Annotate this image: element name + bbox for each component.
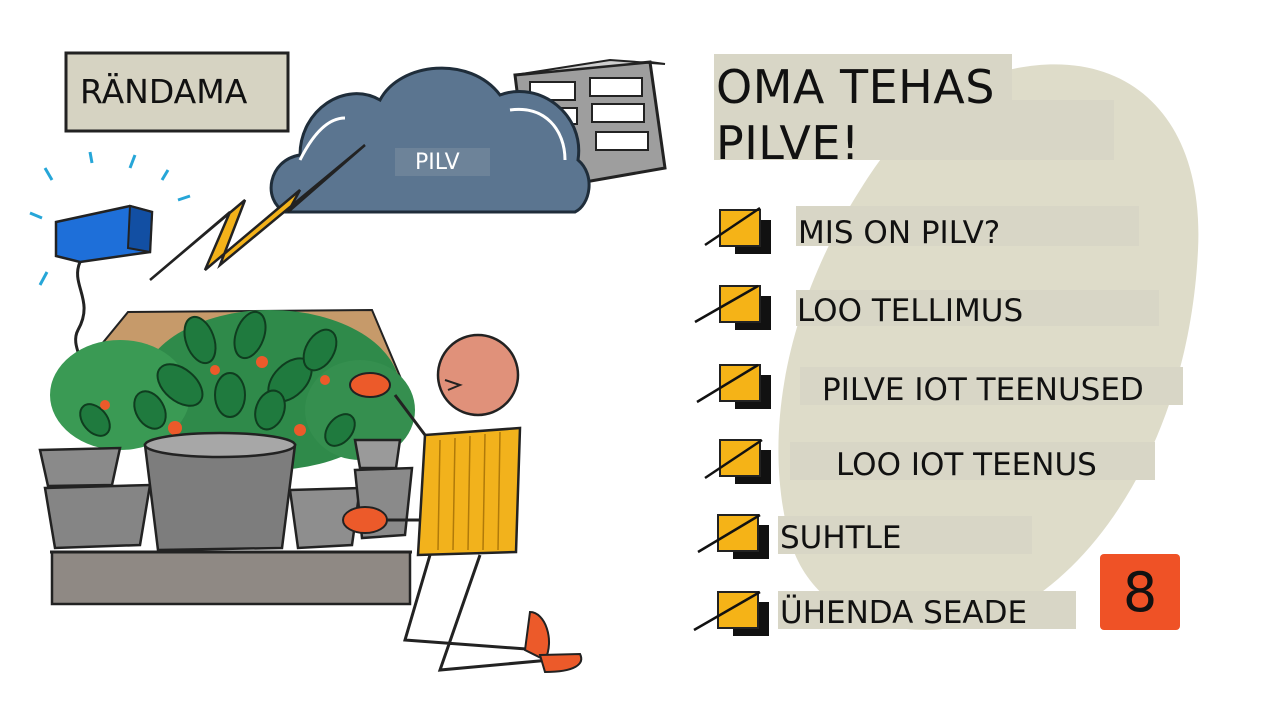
glove xyxy=(343,507,387,533)
checkbox-icon xyxy=(705,440,771,484)
cloud-label: PILV xyxy=(415,150,460,175)
glove xyxy=(350,373,390,397)
checklist-item-label: MIS ON PILV? xyxy=(798,215,1001,251)
checkbox-icon xyxy=(695,286,771,330)
checkbox-icon xyxy=(705,208,771,254)
head xyxy=(438,335,518,415)
checkbox-icon xyxy=(698,515,769,559)
page-title-line-2: PILVE! xyxy=(716,116,860,170)
checkbox-icon xyxy=(697,365,771,409)
lesson-number: 8 xyxy=(1122,560,1158,624)
checklist-item-label: ÜHENDA SEADE xyxy=(780,595,1028,631)
checklist-item-label: PILVE IOT TEENUSED xyxy=(822,372,1144,408)
checklist-item-label: SUHTLE xyxy=(780,520,902,556)
checklist-item-label: LOO IOT TEENUS xyxy=(836,447,1097,483)
shoe xyxy=(525,612,549,660)
checklist-item-label: LOO TELLIMUS xyxy=(797,293,1024,329)
sign-label: RÄNDAMA xyxy=(80,72,248,111)
checkbox-icon xyxy=(694,592,769,636)
page-title-line-1: OMA TEHAS xyxy=(716,60,995,114)
table xyxy=(50,552,412,604)
shoe xyxy=(540,654,581,672)
lesson-number-badge xyxy=(1100,554,1180,630)
